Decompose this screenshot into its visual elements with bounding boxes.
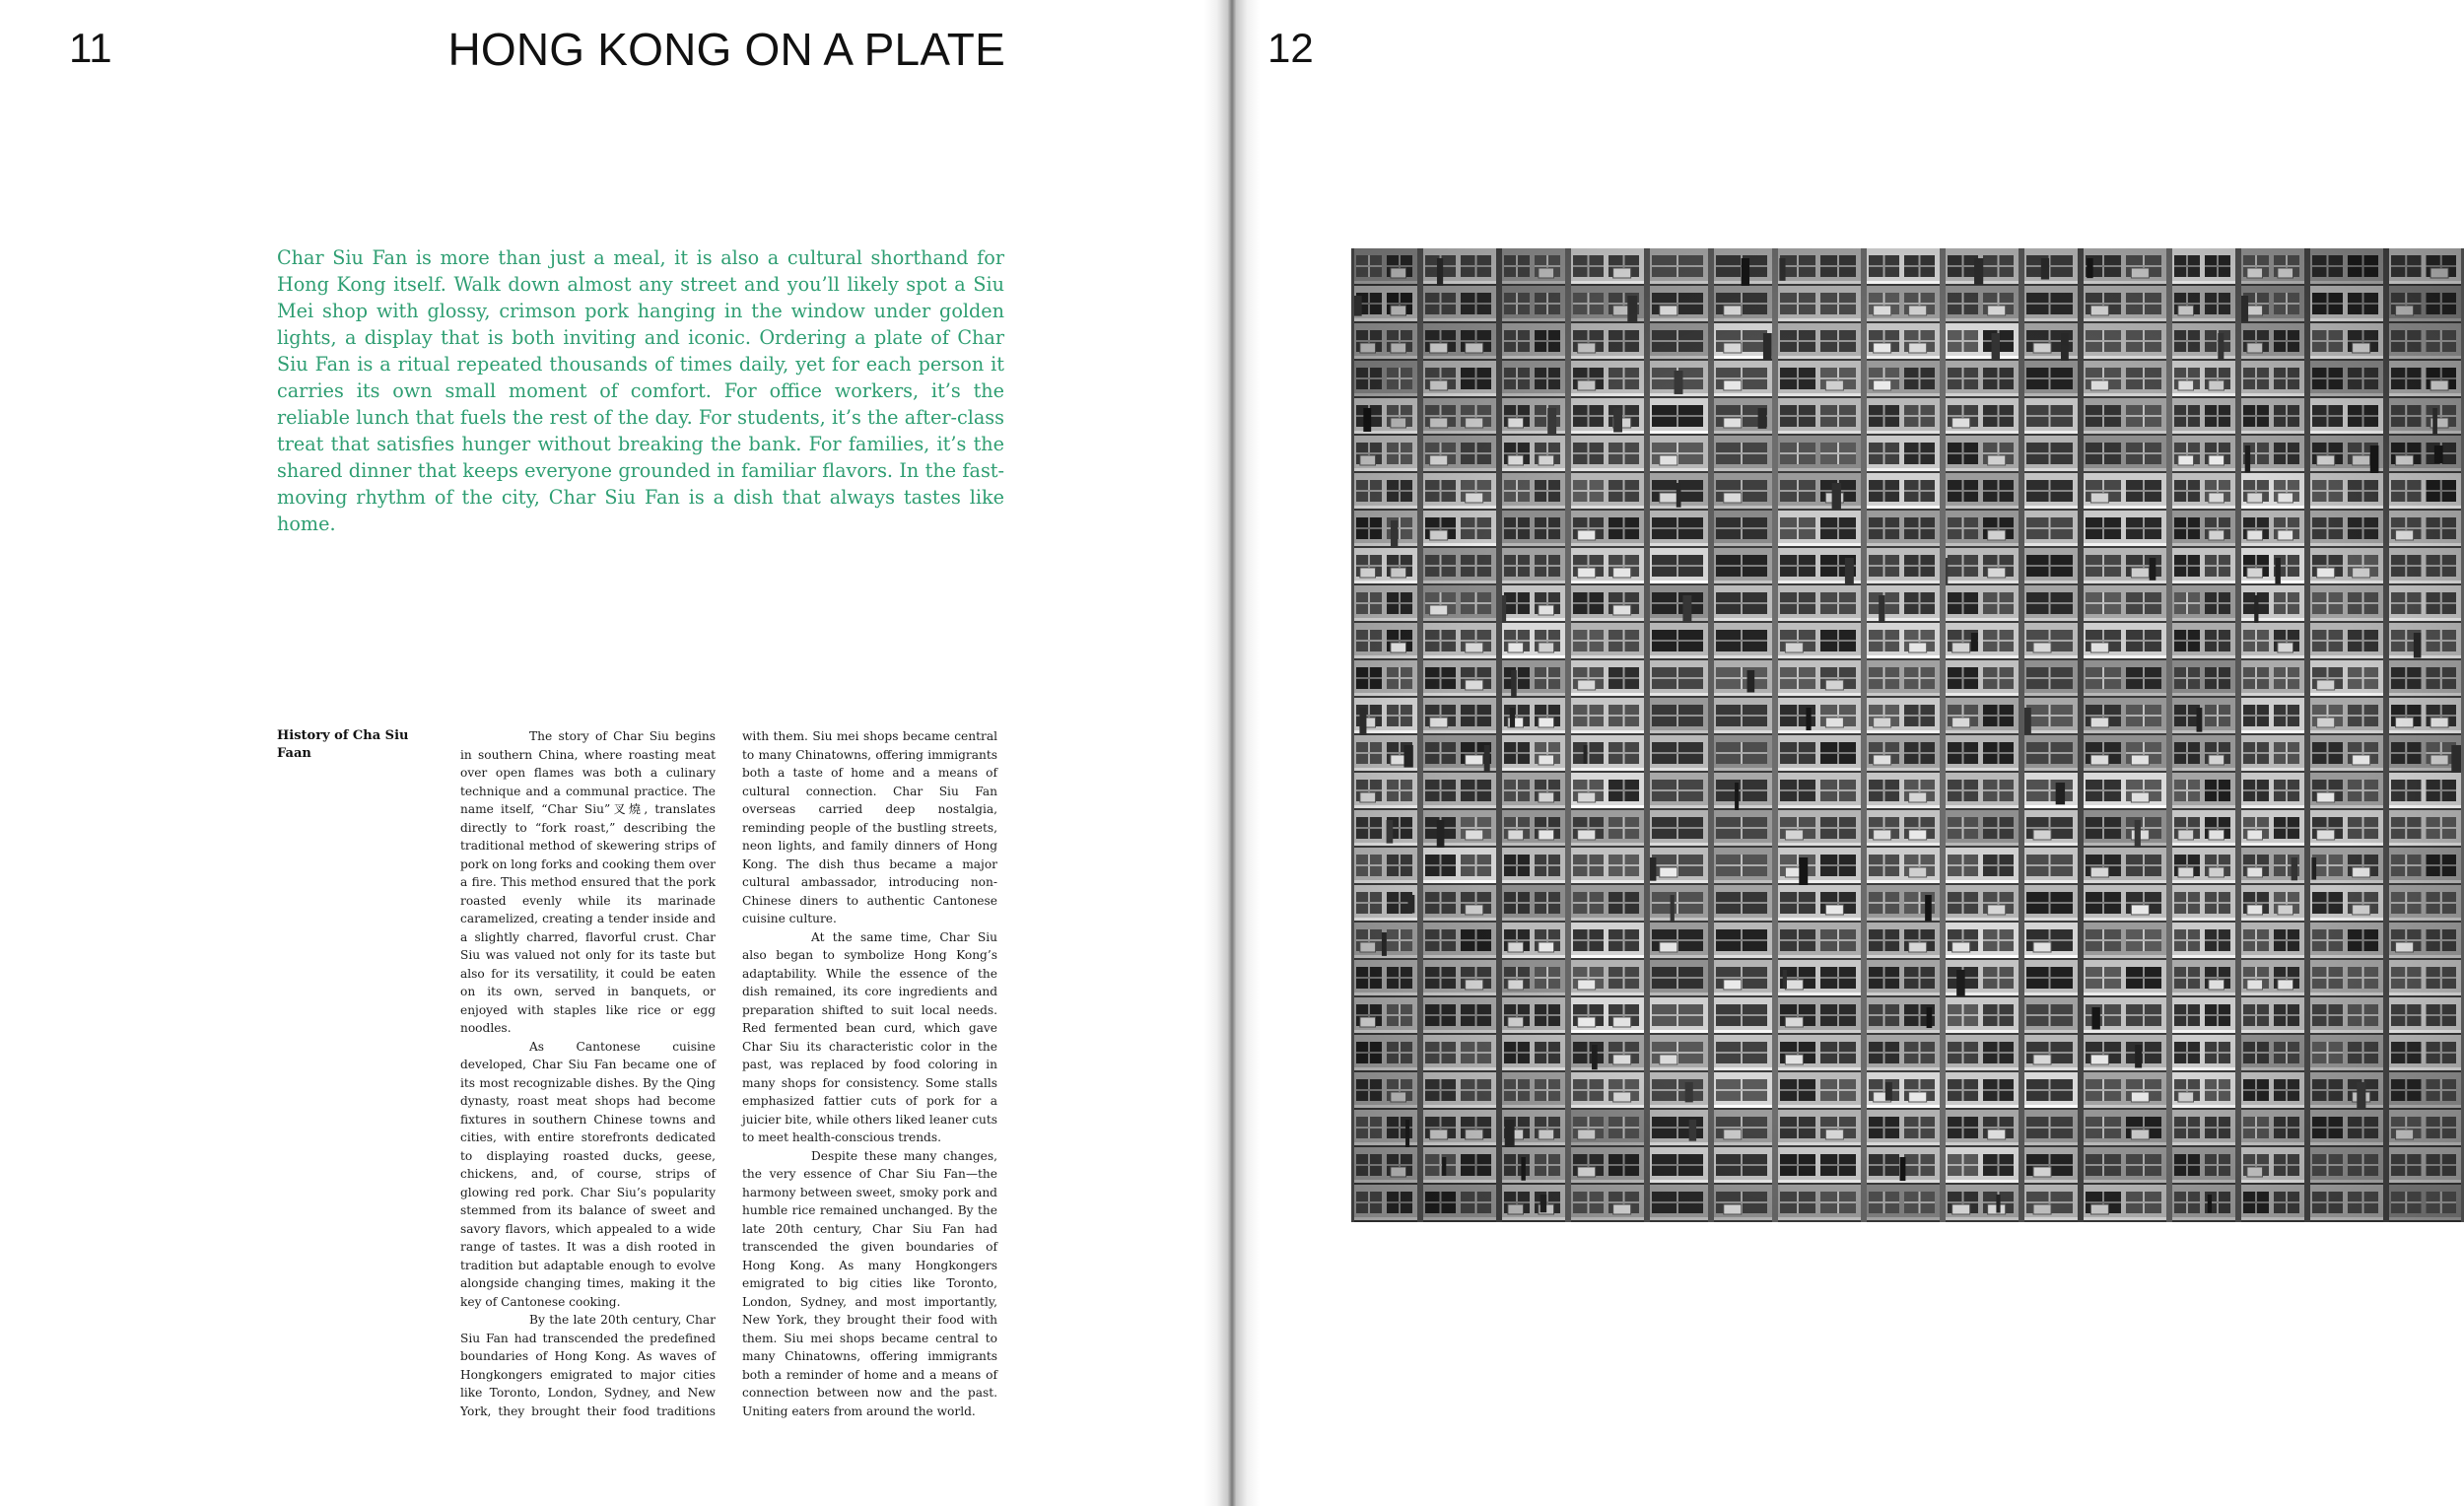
body-paragraph: As Cantonese cuisine developed, Char Siu Fan became one of its most recognizable dishes. By the Qing dynasty, roast meat shops had become fixtures in southern Chinese towns and cities, with entire storefronts dedicated to displaying roasted ducks, geese, chickens, and, of course, strips of glowing red pork. Char Siu’s popularity stemmed from its balance of sweet and savory flavors, which appealed to a wide range of tastes. It was a dish rooted in tradition but adaptable enough to evolve alongside changing times, making it the key of Cantonese cooking. [460, 1039, 716, 1309]
section-heading: History of Cha Siu Faan [277, 728, 409, 761]
body-paragraph: At the same time, Char Siu also began to symbolize Hong Kong’s adaptability. While the essence of the dish remained, its core ingredients and preparation shifted to suit local needs. Red fermented bean curd, which gave Char Siu its characteristic color in the past, was replaced by food coloring in many shops for consistency. Some stalls emphasized fattier cuts of pork for a juicier bite, while others liked leaner cuts to meet health-conscious trends. [742, 929, 997, 1144]
body-paragraph: By the late 20th century, Char Siu Fan had transcended the predefined boundaries of Hong Kong. As waves of Hongkongers emigrated to major cities like Toronto, London, Sydney, and New York, they brought their food traditions with them. Siu mei shops became central to many Chinatowns, offering immigrants both a taste of home and a means of cultural connection. Char Siu Fan overseas carried deep nostalgia, reminding people of the bustling streets, neon lights, and family dinners of Hong Kong. The dish thus became a major cultural ambassador, introducing non-Chinese diners to authentic Cantonese cuisine culture. [460, 729, 997, 1418]
book-gutter [1204, 0, 1260, 1506]
body-text-columns [460, 727, 997, 1421]
apartment-block-photo [1351, 248, 2464, 1222]
left-page [0, 0, 1224, 1506]
intro-paragraph: Char Siu Fan is more than just a meal, it is also a cultural shorthand for Hong Kong itself. Walk down almost any street and you’ll likely spot a Siu Mei shop with glossy, crimson pork hanging in the window under golden lights, a display that is both inviting and iconic. Ordering a plate of Char Siu Fan is a ritual repeated thousands of times daily, yet for each person it carries its own small moment of comfort. For office workers, it’s the reliable lunch that fuels the rest of the day. For students, it’s the after-class treat that satisfies hunger without breaking the bank. For families, it’s the shared dinner that keeps everyone grounded in familiar flavors. In the fast-moving rhythm of the city, Char Siu Fan is a dish that always tastes like home. [277, 246, 1004, 535]
apartment-block-photo-icon [1351, 248, 2464, 1222]
body-paragraph: The story of Char Siu begins in southern China, where roasting meat over open flames was both a culinary technique and a communal practice. The name itself, “Char Siu”叉燒, translates directly to “fork roast,” describing the traditional method of skewering strips of pork on long forks and cooking them over a fire. This method ensured that the pork roasted evenly while its marinade caramelized, creating a tender inside and a slightly charred, flavorful crust. Char Siu was valued not only for its taste but also for its versatility, it could be eaten on its own, served in banquets, or enjoyed with staples like rice or egg noodles. [460, 729, 716, 1035]
right-page [1240, 0, 2464, 1506]
running-title: HONG KONG ON A PLATE [447, 24, 1005, 75]
page-number-right: 12 [1267, 25, 1314, 71]
page-number-left: 11 [69, 25, 112, 71]
body-paragraph: Despite these many changes, the very essence of Char Siu Fan—the harmony between sweet, smoky pork and humble rice remained unchanged. By the late 20th century, Char Siu Fan had transcended the given boundaries of Hong Kong. As many Hongkongers emigrated to big cities like Toronto, London, Sydney, and most importantly, New York, they brought their food with them. Siu mei shops became central to many Chinatowns, offering immigrants both a reminder of home and a means of connection between now and the past. Uniting eaters from around the world. [742, 1148, 997, 1418]
